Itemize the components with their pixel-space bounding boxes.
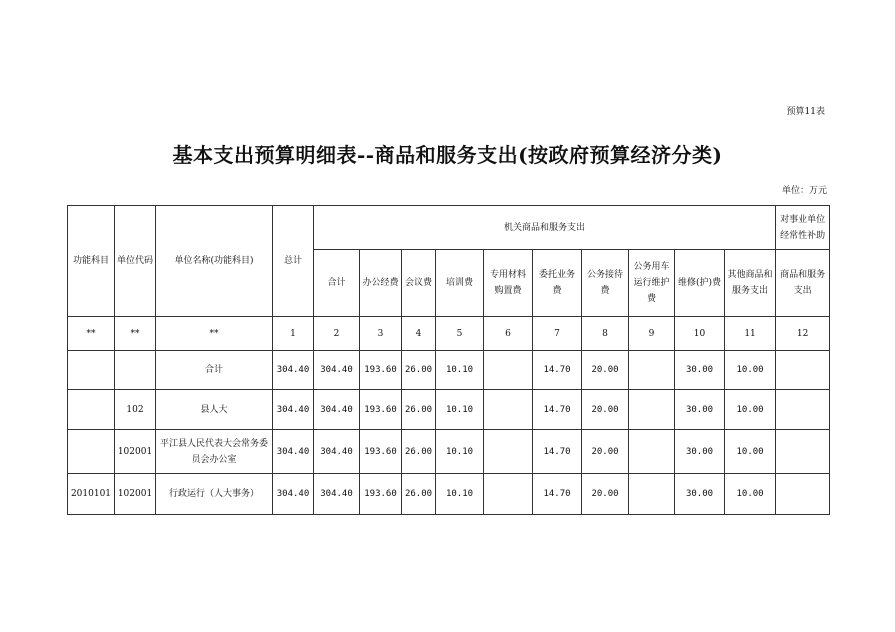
cell: 14.70 [533,430,582,474]
cell: 20.00 [582,474,629,515]
cell: 26.00 [402,430,436,474]
cell: 14.70 [533,390,582,430]
cell: 26.00 [402,390,436,430]
cell: 102001 [115,474,156,515]
cell: 20.00 [582,390,629,430]
cell: 304.40 [273,430,314,474]
cell: 304.40 [273,390,314,430]
cell: 10.10 [436,430,484,474]
cell: 10.10 [436,390,484,430]
cell [484,430,533,474]
index-cell: 3 [360,317,402,351]
cell [776,351,830,390]
cell: 304.40 [314,390,360,430]
index-cell: 10 [675,317,725,351]
cell: 30.00 [675,390,725,430]
cell [68,351,115,390]
cell: 县人大 [156,390,273,430]
col-header: 专用材料购置费 [484,250,533,317]
cell [629,390,675,430]
index-cell: 4 [402,317,436,351]
cell: 304.40 [273,474,314,515]
cell [115,351,156,390]
col-header: 公务接待费 [582,250,629,317]
cell: 30.00 [675,351,725,390]
table-row [68,474,830,515]
col-header: 商品和服务支出 [776,250,830,317]
col-header: 其他商品和服务支出 [725,250,776,317]
index-cell: 12 [776,317,830,351]
index-cell: 5 [436,317,484,351]
cell [484,474,533,515]
cell: 26.00 [402,351,436,390]
cell: 10.00 [725,474,776,515]
header-unit-name: 单位名称(功能科目) [156,206,273,317]
cell [629,474,675,515]
cell: 14.70 [533,474,582,515]
index-cell: 6 [484,317,533,351]
header-total: 总计 [273,206,314,317]
cell: 193.60 [360,351,402,390]
cell: 10.00 [725,390,776,430]
index-cell: 7 [533,317,582,351]
index-cell: 9 [629,317,675,351]
index-cell: 8 [582,317,629,351]
unit-label: 单位：万元 [781,186,827,196]
cell: 14.70 [533,351,582,390]
cell: 30.00 [675,430,725,474]
cell [484,351,533,390]
col-header: 合计 [314,250,360,317]
cell: 304.40 [314,351,360,390]
header-func-code: 功能科目 [68,206,115,317]
index-row [68,317,830,351]
index-cell: 1 [273,317,314,351]
cell: 2010101 [68,474,115,515]
table-row [68,430,830,474]
cell [776,430,830,474]
cell: 102001 [115,430,156,474]
cell: 10.00 [725,351,776,390]
form-number: 预算11表 [786,107,825,117]
cell: 10.00 [725,430,776,474]
cell: 30.00 [675,474,725,515]
index-cell: 2 [314,317,360,351]
cell: 平江县人民代表大会常务委员会办公室 [156,430,273,474]
cell: 304.40 [314,430,360,474]
col-header: 办公经费 [360,250,402,317]
cell [776,390,830,430]
header-unit-code: 单位代码 [115,206,156,317]
index-cell: 11 [725,317,776,351]
header-group-subsidy: 对事业单位经常性补助 [776,206,830,250]
col-header: 维修(护)费 [675,250,725,317]
cell: 20.00 [582,430,629,474]
cell: 合计 [156,351,273,390]
index-cell: ** [115,317,156,351]
cell: 26.00 [402,474,436,515]
index-cell: ** [156,317,273,351]
table-row [68,390,830,430]
col-header: 委托业务费 [533,250,582,317]
cell [68,430,115,474]
cell [68,390,115,430]
cell: 304.40 [273,351,314,390]
table-row [68,351,830,390]
cell: 193.60 [360,390,402,430]
header-group-org: 机关商品和服务支出 [314,206,776,250]
index-cell: ** [68,317,115,351]
page-title: 基本支出预算明细表--商品和服务支出(按政府预算经济分类) [172,143,723,167]
cell: 10.10 [436,474,484,515]
budget-table [67,205,830,515]
cell: 10.10 [436,351,484,390]
cell [484,390,533,430]
cell: 193.60 [360,474,402,515]
col-header: 培训费 [436,250,484,317]
cell: 193.60 [360,430,402,474]
cell [776,474,830,515]
cell: 行政运行（人大事务） [156,474,273,515]
col-header: 会议费 [402,250,436,317]
cell [629,430,675,474]
cell: 304.40 [314,474,360,515]
cell [629,351,675,390]
cell: 20.00 [582,351,629,390]
col-header: 公务用车运行维护费 [629,250,675,317]
cell: 102 [115,390,156,430]
